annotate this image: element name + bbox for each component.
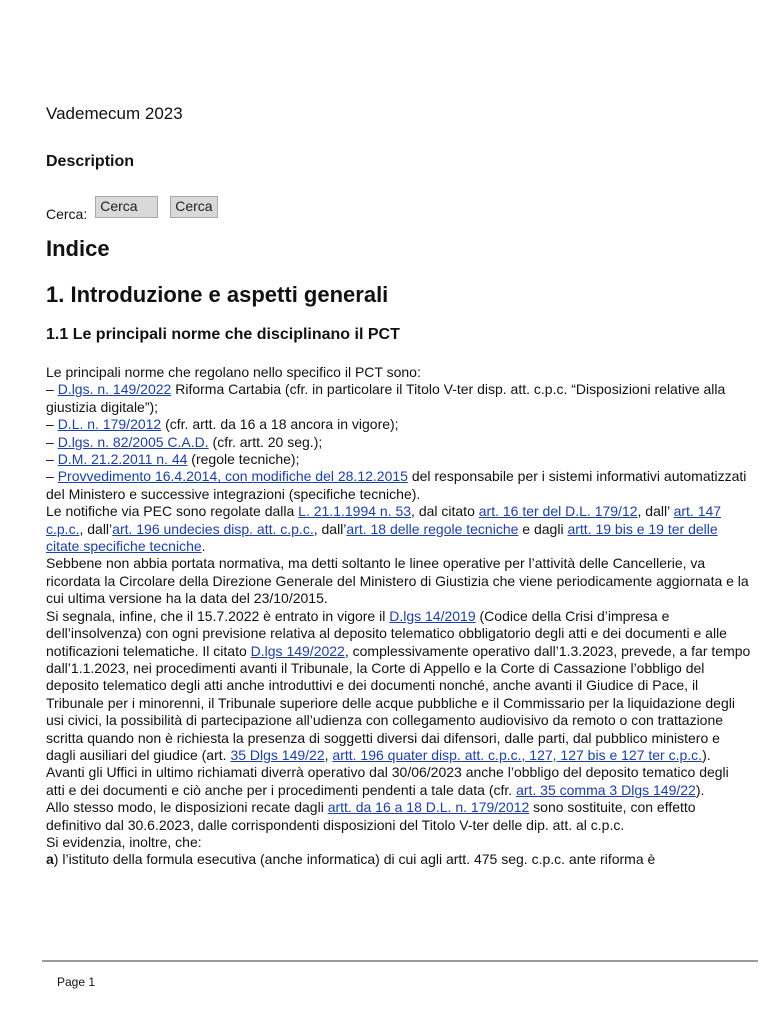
- link-art-196-undecies[interactable]: art. 196 undecies disp. att. c.p.c.: [112, 520, 314, 537]
- link-art-196-quater[interactable]: artt. 196 quater disp. att. c.p.c., 127, 127 bis e 127 ter c.p.c.: [332, 746, 703, 763]
- list-dash: –: [46, 381, 58, 398]
- link-dlgs-149-2022[interactable]: D.lgs. n. 149/2022: [57, 381, 172, 398]
- link-artt-16-18-dl[interactable]: artt. da 16 a 18 D.L. n. 179/2012: [327, 799, 530, 816]
- paragraph-intro: [46, 364, 751, 503]
- text-run: .: [201, 538, 206, 555]
- paragraph-uffici: [46, 764, 751, 799]
- index-heading: Indice: [46, 236, 110, 261]
- search-label: Cerca:: [46, 206, 88, 222]
- body-text: [46, 364, 751, 869]
- intro-text: Le principali norme che regolano nello specifico il PCT sono:: [46, 364, 421, 380]
- list-text: Riforma Cartabia (cfr. in particolare il Titolo V-ter disp. att. c.p.c. “Disposizioni relative alla giustizia digitale”);: [46, 381, 726, 415]
- list-text: (cfr. artt. 20 seg.);: [208, 433, 323, 450]
- paragraph-disposizioni: [46, 799, 751, 834]
- search-bar: [46, 192, 230, 222]
- text-run: ,: [324, 746, 333, 763]
- link-provvedimento-2014[interactable]: Provvedimento 16.4.2014, con modifiche del 28.12.2015: [57, 468, 408, 485]
- text-run: sono sostituite, con effetto definitivo dal 30.6.2023, dalle corrispondenti disposizioni del Titolo V-ter delle dip. att. al c.p.c.: [46, 799, 696, 833]
- text-run: , complessivamente operativo dall’1.3.2023, prevede, a far tempo dall’1.1.2023, nei procedimenti avanti il Tribunale, la Corte di Appello e la Corte di Cassazione l’obbligo del deposito telematico degli atti anche introduttivi e dei documenti nonché, anche avanti il Giudice di Pace, il Tribunale per i minorenni, il Tribunale superiore delle acque pubbliche e il Commissario per la liquidazione degli usi civici, la possibilità di partecipazione all’udienza con collegamento audiovisivo da remoto o con trattazione scritta quando non è richiesta la presenza di soggetti diversi dai difensori, dalle parti, dal pubblico ministero e dagli ausiliari del giudice (art.: [46, 642, 751, 763]
- point-letter: a: [46, 851, 54, 868]
- link-dl-179-2012[interactable]: D.L. n. 179/2012: [57, 416, 162, 433]
- link-dlgs-14-2019[interactable]: D.lgs 14/2019: [389, 607, 476, 624]
- section-heading: 1. Introduzione e aspetti generali: [46, 282, 389, 307]
- text-run: ).: [695, 781, 705, 798]
- list-text: del responsabile per i sistemi informativi automatizzati del Ministero e successive integrazioni (specifiche tecniche).: [46, 468, 747, 502]
- list-dash: –: [46, 416, 58, 433]
- paragraph-notifiche: [46, 503, 751, 555]
- link-dlgs-149-2022-b[interactable]: D.lgs 149/2022: [250, 642, 345, 659]
- search-input[interactable]: Cerca: [95, 196, 158, 218]
- text-run: (Codice della Crisi d’impresa e dell’insolvenza) con ogni previsione relativa al deposito telematico obbligatorio degli atti e dei documenti e alle notificazioni telematiche. Il citato: [46, 607, 727, 659]
- list-dash: –: [46, 468, 58, 485]
- document-title: Vademecum 2023: [46, 104, 183, 123]
- footer-divider: [42, 960, 758, 962]
- list-dash: –: [46, 433, 58, 450]
- text-run: e dagli: [518, 520, 568, 537]
- link-art-147-cpc[interactable]: art. 147 c.p.c.: [46, 503, 722, 537]
- paragraph-segnala: [46, 608, 751, 765]
- text-run: Avanti gli Uffici in ultimo richiamati diverrà operativo dal 30/06/2023 anche l’obbligo del deposito tematico degli atti e dei documenti e ciò anche per i procedimenti pendenti a tale data (cfr.: [46, 764, 729, 798]
- list-dash: –: [46, 451, 58, 468]
- text-run: , dall’: [313, 520, 347, 537]
- page-number: Page 1: [57, 975, 96, 989]
- link-art-18-regole[interactable]: art. 18 delle regole tecniche: [346, 520, 519, 537]
- link-art-35-comma-3[interactable]: art. 35 comma 3 Dlgs 149/22: [516, 781, 696, 798]
- paragraph-evidenzia: Si evidenzia, inoltre, che:: [46, 833, 202, 850]
- link-dm-21-2-2011[interactable]: D.M. 21.2.2011 n. 44: [57, 451, 188, 468]
- link-l-53-1994[interactable]: L. 21.1.1994 n. 53: [298, 503, 412, 520]
- paragraph-point-a: [46, 851, 751, 868]
- search-button[interactable]: Cerca: [170, 196, 217, 218]
- text-run: , dall’: [79, 520, 113, 537]
- paragraph-circolare: Sebbene non abbia portata normativa, ma detti soltanto le linee operative per l’attività delle Cancellerie, va ricordata la Circolare della Direzione Generale del Ministero di Giustizia che viene periodicamente aggiornata e la cui ultima versione ha la data del 23/10/2015.: [46, 555, 749, 607]
- link-35-dlgs-149-22[interactable]: 35 Dlgs 149/22: [230, 746, 325, 763]
- link-dlgs-82-2005[interactable]: D.lgs. n. 82/2005 C.A.D.: [57, 433, 209, 450]
- text-run: ) l’istituto della formula esecutiva (anche informatica) di cui agli artt. 475 seg. c.p.c. ante riforma è: [53, 851, 656, 868]
- text-run: Le notifiche via PEC sono regolate dalla: [46, 503, 299, 520]
- list-text: (cfr. artt. da 16 a 18 ancora in vigore);: [161, 416, 399, 433]
- link-artt-19-bis-ter[interactable]: artt. 19 bis e 19 ter delle citate specifiche tecniche: [46, 520, 718, 555]
- subsection-heading: 1.1 Le principali norme che disciplinano il PCT: [46, 326, 400, 343]
- list-text: (regole tecniche);: [187, 451, 300, 468]
- link-art-16-ter[interactable]: art. 16 ter del D.L. 179/12: [478, 503, 638, 520]
- description-heading: Description: [46, 153, 135, 170]
- text-run: Allo stesso modo, le disposizioni recate dagli: [46, 799, 328, 816]
- text-run: , dall’: [637, 503, 674, 520]
- text-run: Si segnala, infine, che il 15.7.2022 è entrato in vigore il: [46, 607, 390, 624]
- text-run: ).: [702, 746, 711, 763]
- text-run: , dal citato: [411, 503, 479, 520]
